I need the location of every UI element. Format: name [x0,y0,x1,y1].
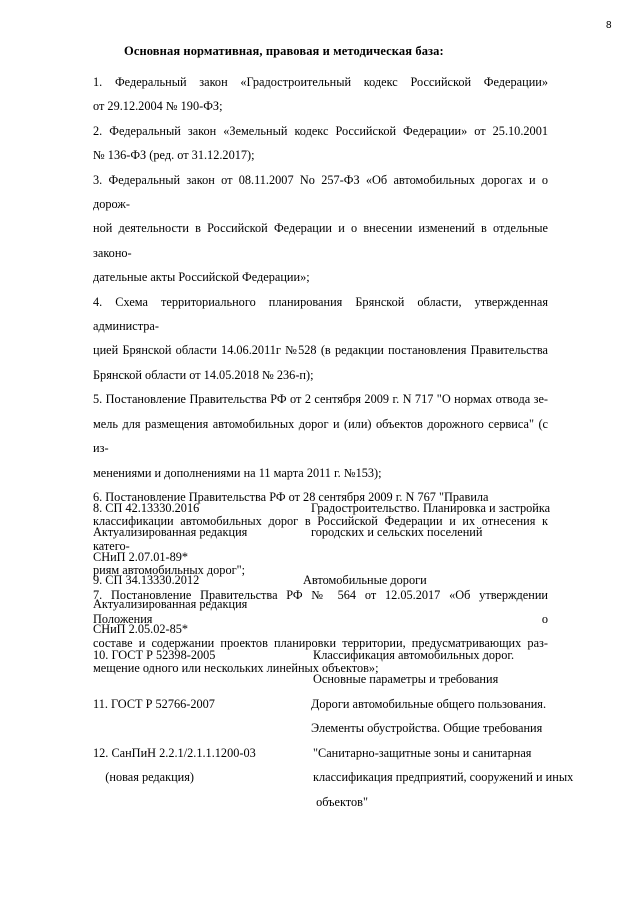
line: менениями и дополнениями на 11 марта 2011 г. №153); [93,465,382,480]
text-line: Актуализированная редакция [93,525,248,540]
standard-title [313,643,583,692]
line: цией Брянской области 14.06.2011г №528 (в редакции постановления Правительства [93,343,548,358]
text-line: городских и сельских поселений [311,525,483,540]
text-line: Градостроительство. Планировка и застройка [311,501,551,515]
list-item [93,119,548,168]
standard-code [93,692,308,716]
standard-code [93,643,308,667]
list-item [93,70,548,119]
line: 7. Постановление Правительства РФ № 564 от 12.05.2017 «Об утверждении Положения о [93,587,548,626]
line: 3. Федеральный закон от 08.11.2007 No 257-ФЗ «Об автомобильных дорогах и о дорож- [93,172,548,212]
page-number: 8 [606,20,612,31]
line: мель для размещения автомобильных дорог и (или) объектов дорожного сервиса" (с из- [93,416,548,456]
text-line: 8. СП 42.13330.2016 [93,501,200,515]
text-line: СНиП 2.07.01-89* [93,549,189,564]
list-item [93,290,548,388]
line: 5. Постановление Правительства РФ от 2 сентября 2009 г. N 717 "О нормах отвода зе- [93,392,548,407]
line: составе и содержании проектов планировки территории, предусматривающих раз- [93,636,548,651]
standard-code [93,741,308,790]
line: классификации автомобильных дорог в Российской Федерации и их отнесения к катего- [93,514,548,553]
text-line: 10. ГОСТ Р 52398-2005 [93,648,216,662]
line: 2. Федеральный закон «Земельный кодекс Российской Федерации» от 25.10.2001 [93,123,548,138]
text-line: Элементы обустройства. Общие требования [311,721,543,736]
line: мещение одного или нескольких линейных объектов»; [93,660,379,675]
text-line: Актуализированная редакция [93,597,248,612]
text-line: Дороги автомобильные общего пользования. [311,697,547,711]
standard-title [311,496,581,545]
list-item [93,168,548,290]
text-line: 9. СП 34.13330.2012 [93,573,200,587]
line: 6. Постановление Правительства РФ от 28 сентября 2009 г. N 767 "Правила [93,489,489,504]
text-line: Автомобильные дороги [303,573,427,587]
line: Брянской области от 14.05.2018 № 236-п); [93,367,314,382]
text-line: 12. СанПиН 2.2.1/2.1.1.1200-03 [93,746,256,760]
standard-title [303,568,573,592]
text-line: "Санитарно-защитные зоны и санитарная [313,746,532,760]
text-line: Классификация автомобильных дорог. [313,648,515,662]
line: ной деятельности в Российской Федерации и о внесении изменений в отдельные законо- [93,221,548,260]
line: № 136-ФЗ (ред. от 31.12.2017); [93,148,255,163]
line: дательные акты Российской Федерации»; [93,270,310,285]
line: от 29.12.2004 № 190-ФЗ; [93,99,223,114]
standard-code [93,496,308,569]
standard-title [311,692,581,741]
text-line: (новая редакция) [93,770,194,785]
text-line: Основные параметры и требования [313,672,499,687]
text-line: классификация предприятий, сооружений и иных [313,770,574,785]
text-line: объектов" [313,794,368,809]
line: 1. Федеральный закон «Градостроительный кодекс Российской Федерации» [93,75,548,89]
text-line: СНиП 2.05.02-85* [93,621,189,636]
line: риям автомобильных дорог"; [93,563,246,578]
page-title: Основная нормативная, правовая и методическая база: [124,44,444,58]
text-line: 11. ГОСТ Р 52766-2007 [93,697,215,711]
list-item [93,387,548,485]
line: 4. Схема территориального планирования Брянской области, утвержденная администра- [93,294,548,334]
standard-title [313,741,583,814]
standard-code [93,568,308,641]
